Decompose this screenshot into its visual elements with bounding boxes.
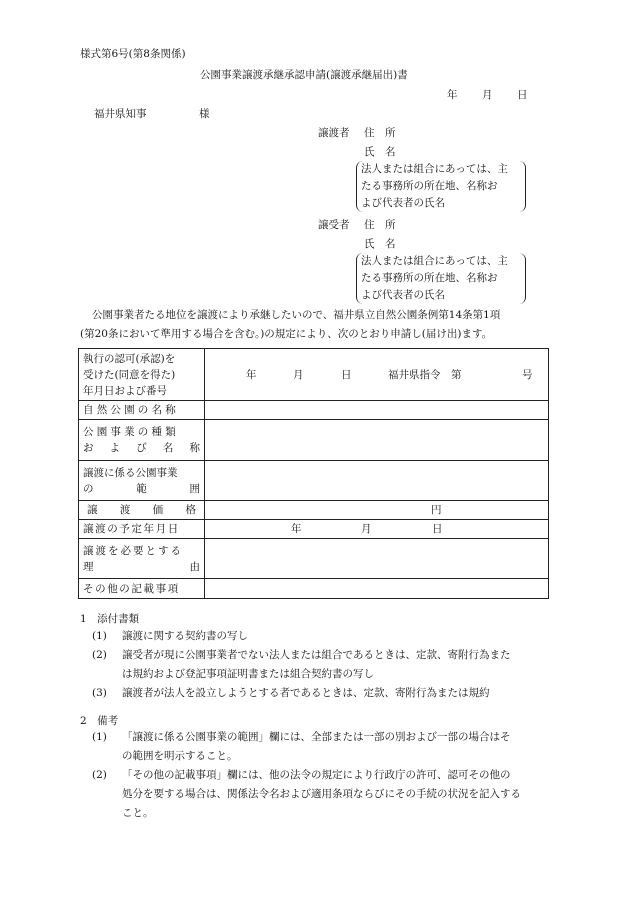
label-line (83, 481, 200, 497)
table-row (79, 461, 549, 501)
table-row (79, 501, 549, 520)
attachment-item (122, 627, 248, 646)
label-line: 執行の認可(承認)を (83, 352, 176, 365)
attachment-item (122, 646, 511, 684)
addressee: 福井県知事 (94, 108, 147, 120)
table-row (79, 349, 549, 401)
attachment-line: は規約および登記事項証明書または組合契約書の写し (122, 668, 374, 680)
approval-date-label (79, 349, 205, 401)
label-line (83, 440, 200, 456)
form-number: 様式第6号(第8条関係) (80, 48, 186, 60)
label-char: 名 (162, 442, 174, 454)
approval-day: 日 (341, 368, 352, 381)
business-type-label (79, 420, 205, 461)
form-title: 公園事業譲渡承継承認申請(譲渡承継届出)書 (200, 69, 408, 81)
attachment-line: 譲渡者が法人を設立しようとする者であるときは、定款、寄附行為または規約 (122, 687, 490, 699)
label-char: 由 (189, 560, 200, 573)
transferee-note (356, 253, 526, 304)
remark-line: 処分を要する場合は、関係法令名および適用条項ならびにその手続の状況を記入する (122, 788, 521, 800)
label-line: 年月日および番号 (83, 384, 167, 397)
approval-year: 年 (246, 368, 257, 381)
label-char: 譲 (87, 504, 98, 516)
label-line: 公園事業の種類 (83, 426, 179, 438)
label-char: 格 (185, 504, 196, 516)
body-text-line-2: (第20条において準用する場合を含む。)の規定により、次のとおり申請し(届け出)ます。 (80, 328, 493, 340)
note-line: 法人または組合にあっては、主 (361, 163, 508, 175)
table-row (79, 579, 549, 599)
park-name-field[interactable] (205, 401, 549, 420)
remark-line: こと。 (122, 807, 154, 819)
transferor-name-label: 氏 名 (364, 146, 396, 158)
attachment-line: 譲受者が現に公園事業者でない法人または組合であるときは、定款、寄附行為また (122, 649, 511, 661)
transfer-scope-field[interactable] (205, 461, 549, 501)
remark-line: 「その他の記載事項」欄には、他の法令の規定により行政庁の許可、認可その他の (122, 769, 511, 781)
note-line: たる事務所の所在地、名称お (361, 272, 498, 284)
remark-num: (1) (92, 731, 107, 743)
transferee-role: 譲受者 (318, 219, 350, 231)
label-line: 譲渡を必要とする (83, 544, 183, 557)
attachments-heading: 1 添付書類 (80, 613, 140, 625)
transfer-price-field[interactable] (205, 501, 549, 520)
remark-line: の範囲を明示すること。 (122, 750, 238, 762)
table-row (79, 401, 549, 420)
attachment-line: 譲渡に関する契約書の写し (122, 630, 248, 642)
note-line: 法人または組合にあっては、主 (361, 255, 508, 267)
attachment-num: (1) (92, 630, 107, 642)
label-char: 理 (83, 560, 94, 573)
business-type-field[interactable] (205, 420, 549, 461)
other-items-field[interactable] (205, 579, 549, 599)
other-items-label: その他の記載事項 (79, 579, 205, 599)
table-row (79, 520, 549, 539)
scheduled-date-field[interactable] (205, 520, 549, 539)
approval-month: 月 (293, 368, 304, 381)
label-char: 渡 (119, 504, 131, 516)
label-char: 価 (152, 504, 164, 516)
remark-item (122, 766, 521, 823)
remarks-heading: 2 備考 (80, 715, 119, 727)
transferor-address-label: 住 所 (364, 127, 396, 139)
yen-unit: 円 (431, 504, 442, 516)
label-char: 囲 (189, 482, 200, 495)
transferee-address-label: 住 所 (364, 219, 396, 231)
transferor-role: 譲渡者 (318, 127, 350, 139)
note-line: よび代表者の氏名 (361, 289, 445, 301)
reason-field[interactable] (205, 539, 549, 579)
note-line: たる事務所の所在地、名称お (361, 180, 498, 192)
scheduled-day: 日 (432, 523, 443, 535)
attachment-num: (3) (92, 687, 107, 699)
label-char: よ (109, 442, 121, 454)
note-line: よび代表者の氏名 (361, 197, 445, 209)
transfer-price-label (79, 501, 205, 520)
body-text-line-1: 公園事業者たる地位を譲渡により承継したいので、福井県立自然公園条例第14条第1項 (92, 309, 501, 321)
number-suffix: 号 (522, 368, 533, 381)
approval-date-field[interactable] (205, 349, 549, 401)
label-char: び (136, 442, 147, 454)
reason-label (79, 539, 205, 579)
date-month: 月 (482, 89, 493, 101)
honorific: 様 (199, 108, 210, 120)
scheduled-month: 月 (361, 523, 372, 535)
label-char: 範 (136, 482, 147, 495)
table-row (79, 539, 549, 579)
remark-line: 「譲渡に係る公園事業の範囲」欄には、全部または一部の別および一部の場合はそ (122, 731, 511, 743)
designation-label: 福井県指令 第 (388, 368, 462, 381)
label-char: お (83, 442, 94, 454)
remark-item (122, 728, 511, 766)
attachment-num: (2) (92, 649, 107, 661)
table-row (79, 420, 549, 461)
park-name-label: 自然公園の名称 (79, 401, 205, 420)
date-year: 年 (447, 89, 458, 101)
label-char: の (83, 482, 94, 495)
transferee-name-label: 氏 名 (364, 238, 396, 250)
label-line: 譲渡に係る公園事業 (83, 466, 178, 479)
label-line: 受けた(同意を得た) (83, 368, 176, 381)
remark-num: (2) (92, 769, 107, 781)
date-day: 日 (517, 89, 528, 101)
scheduled-year: 年 (291, 523, 302, 535)
transferor-note (356, 161, 526, 212)
scheduled-date-label: 譲渡の予定年月日 (79, 520, 205, 539)
application-table (78, 348, 549, 599)
transfer-scope-label (79, 461, 205, 501)
label-line (83, 559, 200, 575)
attachment-item (122, 684, 490, 703)
label-char: 称 (189, 442, 200, 454)
